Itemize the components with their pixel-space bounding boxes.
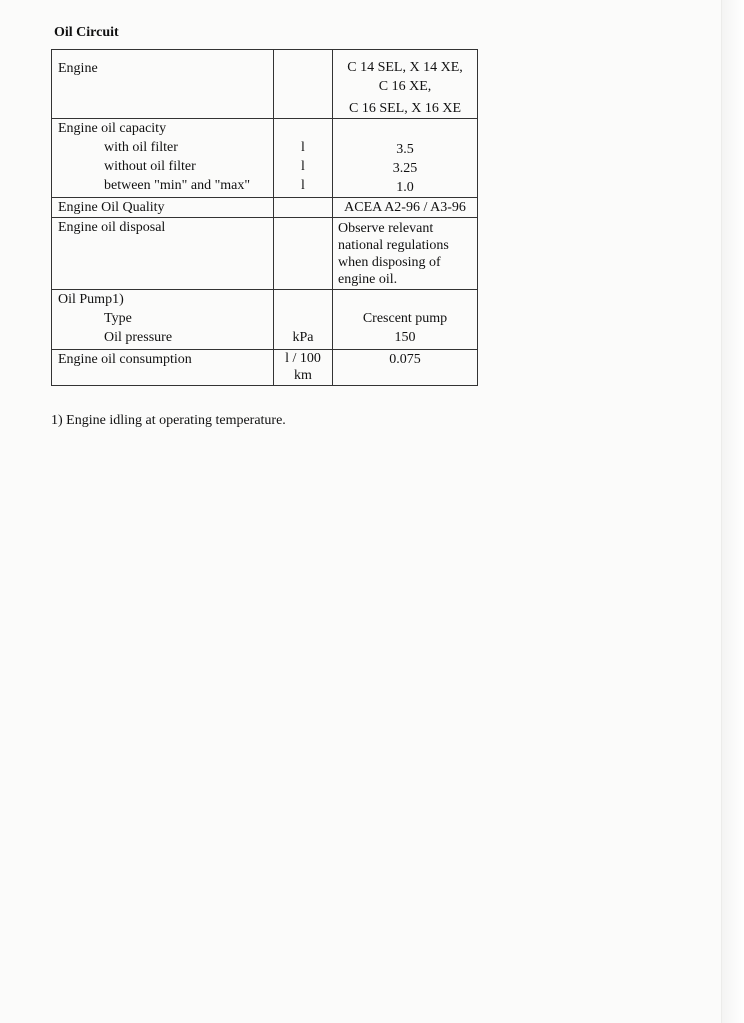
capacity-value-3: 1.0 — [396, 180, 414, 195]
pump-label: Oil Pump1) — [58, 292, 124, 307]
capacity-value-2: 3.25 — [392, 161, 418, 176]
pump-value-1: Crescent pump — [362, 311, 448, 326]
table-row-engine — [52, 50, 478, 119]
table-row-disposal — [52, 218, 478, 290]
capacity-item-label-1: with oil filter — [104, 140, 178, 155]
disposal-label: Engine oil disposal — [52, 218, 274, 290]
table-row-quality — [52, 198, 478, 218]
consumption-unit-line-2: km — [294, 368, 312, 383]
engine-value-1: C 14 SEL, X 14 XE, — [347, 60, 463, 75]
disposal-unit — [274, 218, 333, 290]
pump-labels — [52, 290, 274, 350]
capacity-item-label-2: without oil filter — [104, 159, 196, 174]
pump-footnote-ref: 1) — [112, 292, 124, 307]
consumption-unit — [274, 350, 333, 386]
quality-unit — [274, 198, 333, 218]
disposal-line-3: when disposing of — [338, 255, 441, 270]
engine-unit — [274, 50, 333, 119]
pump-units — [274, 290, 333, 350]
disposal-text — [333, 218, 478, 290]
pump-unit-2: kPa — [292, 330, 314, 345]
pump-values — [333, 290, 478, 350]
engine-values — [333, 50, 478, 119]
table-row-capacity — [52, 119, 478, 198]
capacity-value-1: 3.5 — [396, 142, 414, 157]
pump-item-label-1: Type — [104, 311, 132, 326]
footnote: 1) Engine idling at operating temperature. — [51, 413, 286, 428]
capacity-unit-3: l — [301, 178, 305, 193]
consumption-label: Engine oil consumption — [52, 350, 274, 386]
capacity-units — [274, 119, 333, 198]
consumption-value: 0.075 — [333, 350, 478, 386]
quality-label: Engine Oil Quality — [52, 198, 274, 218]
pump-value-2: 150 — [394, 330, 416, 345]
table-row-consumption — [52, 350, 478, 386]
disposal-line-2: national regulations — [338, 238, 449, 253]
capacity-labels — [52, 119, 274, 198]
pump-item-label-2: Oil pressure — [104, 330, 173, 345]
pump-unit-1 — [274, 309, 332, 328]
engine-value-2: C 16 XE, — [378, 79, 432, 94]
table-row-pump — [52, 290, 478, 350]
disposal-line-1: Observe relevant — [338, 221, 434, 236]
page-edge — [721, 0, 744, 1023]
capacity-unit-2: l — [301, 159, 305, 174]
capacity-values — [333, 119, 478, 198]
capacity-unit-1: l — [301, 140, 305, 155]
quality-value: ACEA A2-96 / A3-96 — [333, 198, 478, 218]
consumption-unit-line-1: l / 100 — [285, 351, 321, 366]
disposal-line-4: engine oil. — [338, 272, 398, 287]
oil-circuit-table — [51, 49, 478, 386]
engine-label: Engine — [52, 50, 274, 119]
capacity-item-label-3: between "min" and "max" — [104, 178, 251, 193]
engine-value-3: C 16 SEL, X 16 XE — [349, 101, 461, 116]
capacity-label: Engine oil capacity — [58, 121, 167, 136]
page-title: Oil Circuit — [54, 25, 119, 40]
